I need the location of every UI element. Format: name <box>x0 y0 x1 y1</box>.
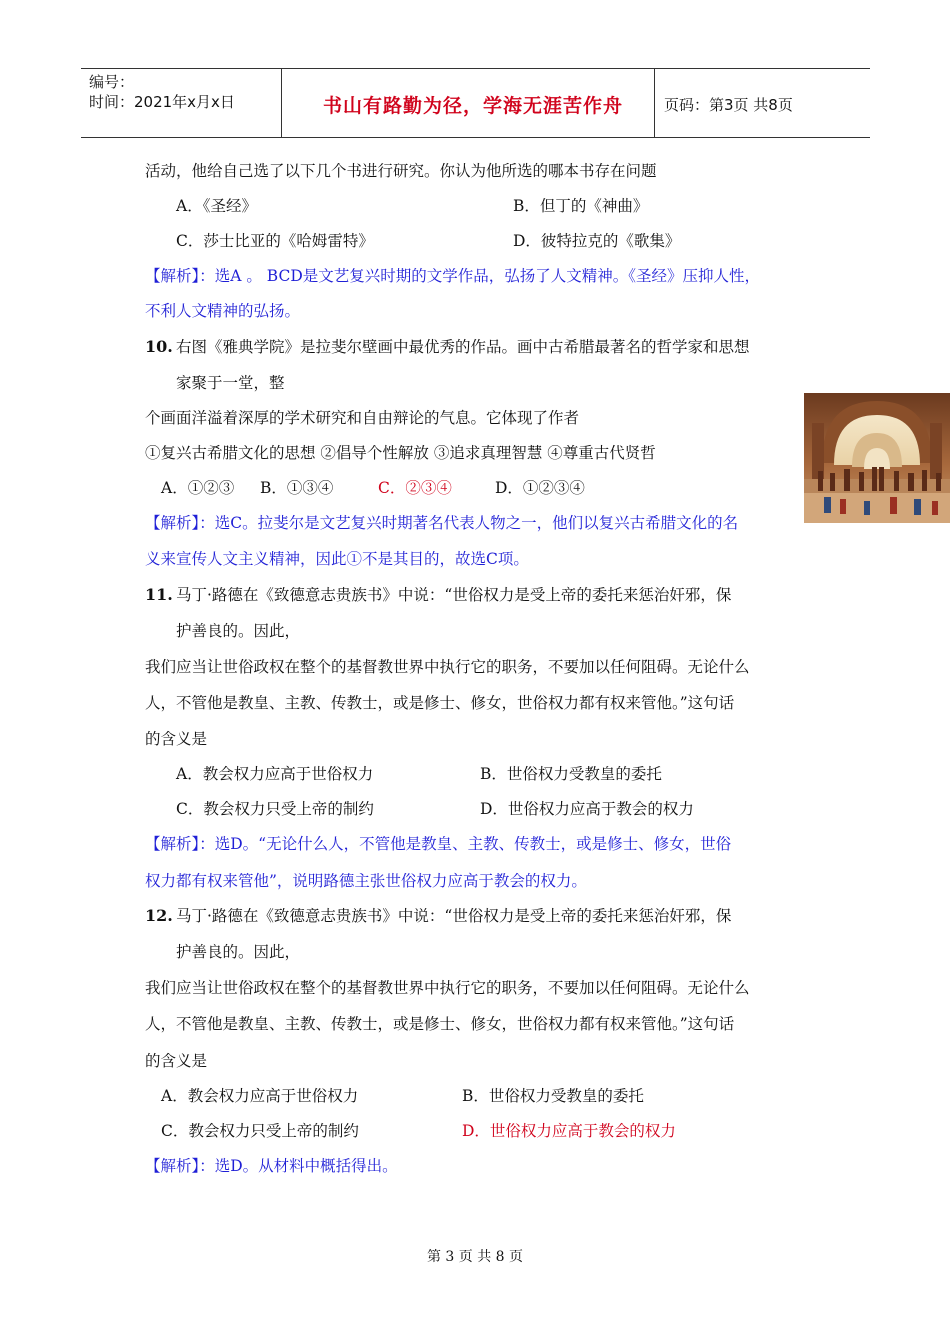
page-header <box>81 68 870 138</box>
q12-option-c: C．教会权力只受上帝的制约 <box>161 1122 359 1140</box>
q12-number: 12. <box>145 906 173 925</box>
q10-stem: 右图《雅典学院》是拉斐尔壁画中最优秀的作品。画中古希腊最著名的哲学家和思想 <box>176 338 750 356</box>
q9-option-a: A．《圣经》 <box>176 197 257 215</box>
q11-option-d: D．世俗权力应高于教会的权力 <box>480 800 694 818</box>
q12-option-a: A．教会权力应高于世俗权力 <box>161 1087 359 1105</box>
school-of-athens-image <box>804 393 950 523</box>
q11-analysis: 【解析】：选D。“无论什么人，不管他是教皇、主教、传教士，或是修士、修女，世俗 <box>145 835 732 853</box>
q10-option-d: D．①②③④ <box>495 479 585 497</box>
q11-stem-4: 人，不管他是教皇、主教、传教士，或是修士、修女，世俗权力都有权来管他。”这句话 <box>145 694 735 712</box>
q10-stem-3: 个画面洋溢着深厚的学术研究和自由辩论的气息。它体现了作者 <box>145 409 580 427</box>
q11-stem-2: 护善良的。因此， <box>176 622 301 640</box>
q9-analysis: 【解析】：选A 。 BCD是文艺复兴时期的文学作品，弘扬了人文精神。《圣经》压抑人性， <box>145 267 761 285</box>
q10-analysis-cont: 义来宣传人文主义精神，因此①不是其目的，故选C项。 <box>145 550 529 568</box>
q10-analysis: 【解析】：选C。拉斐尔是文艺复兴时期著名代表人物之一，他们以复兴古希腊文化的名 <box>145 514 739 532</box>
q12-stem-3: 我们应当让世俗政权在整个的基督教世界中执行它的职务，不要加以任何阻碍。无论什么 <box>145 979 750 997</box>
q12-stem-4: 人，不管他是教皇、主教、传教士，或是修士、修女，世俗权力都有权来管他。”这句话 <box>145 1015 735 1033</box>
q10-items: ①复兴古希腊文化的思想 ②倡导个性解放 ③追求真理智慧 ④尊重古代贤哲 <box>145 444 656 462</box>
q10-option-b: B．①③④ <box>260 479 334 497</box>
q11-stem-5: 的含义是 <box>145 730 208 748</box>
q12-stem-5: 的含义是 <box>145 1052 208 1070</box>
q9-option-d: D．彼特拉克的《歌集》 <box>513 232 681 250</box>
q10-number: 10. <box>145 337 173 356</box>
q12-stem: 马丁·路德在《致德意志贵族书》中说：“世俗权力是受上帝的委托来惩治奸邪，保 <box>176 907 732 925</box>
q10-option-a: A．①②③ <box>161 479 235 497</box>
code-label: 编号： <box>89 73 135 91</box>
time-label: 时间：2021年x月x日 <box>89 93 235 111</box>
q12-stem-2: 护善良的。因此， <box>176 943 301 961</box>
q12-analysis: 【解析】：选D。从材料中概括得出。 <box>145 1157 398 1175</box>
page-footer: 第 3 页 共 8 页 <box>426 1249 524 1265</box>
q11-stem-3: 我们应当让世俗政权在整个的基督教世界中执行它的职务，不要加以任何阻碍。无论什么 <box>145 658 750 676</box>
q9-analysis-cont: 不利人文精神的弘扬。 <box>145 302 301 320</box>
q11-analysis-cont: 权力都有权来管他”，说明路德主张世俗权力应高于教会的权力。 <box>145 872 587 890</box>
q11-option-c: C．教会权力只受上帝的制约 <box>176 800 374 818</box>
motto: 书山有路勤为径，学海无涯苦作舟 <box>322 95 623 117</box>
q9-option-c: C．莎士比亚的《哈姆雷特》 <box>176 232 374 250</box>
q11-option-a: A．教会权力应高于世俗权力 <box>176 765 374 783</box>
q9-option-b: B．但丁的《神曲》 <box>513 197 649 215</box>
q9-stem: 活动，他给自己选了以下几个书进行研究。你认为他所选的哪本书存在问题 <box>145 162 657 180</box>
q10-option-c: C．②③④ <box>378 479 452 497</box>
q12-option-b: B．世俗权力受教皇的委托 <box>462 1087 644 1105</box>
q10-stem-2: 家聚于一堂，整 <box>176 374 285 392</box>
q11-option-b: B．世俗权力受教皇的委托 <box>480 765 662 783</box>
q12-option-d: D．世俗权力应高于教会的权力 <box>462 1122 676 1140</box>
page-label: 页码：第3页 共8页 <box>664 96 793 114</box>
q11-stem: 马丁·路德在《致德意志贵族书》中说：“世俗权力是受上帝的委托来惩治奸邪，保 <box>176 586 732 604</box>
q11-number: 11. <box>145 585 173 604</box>
